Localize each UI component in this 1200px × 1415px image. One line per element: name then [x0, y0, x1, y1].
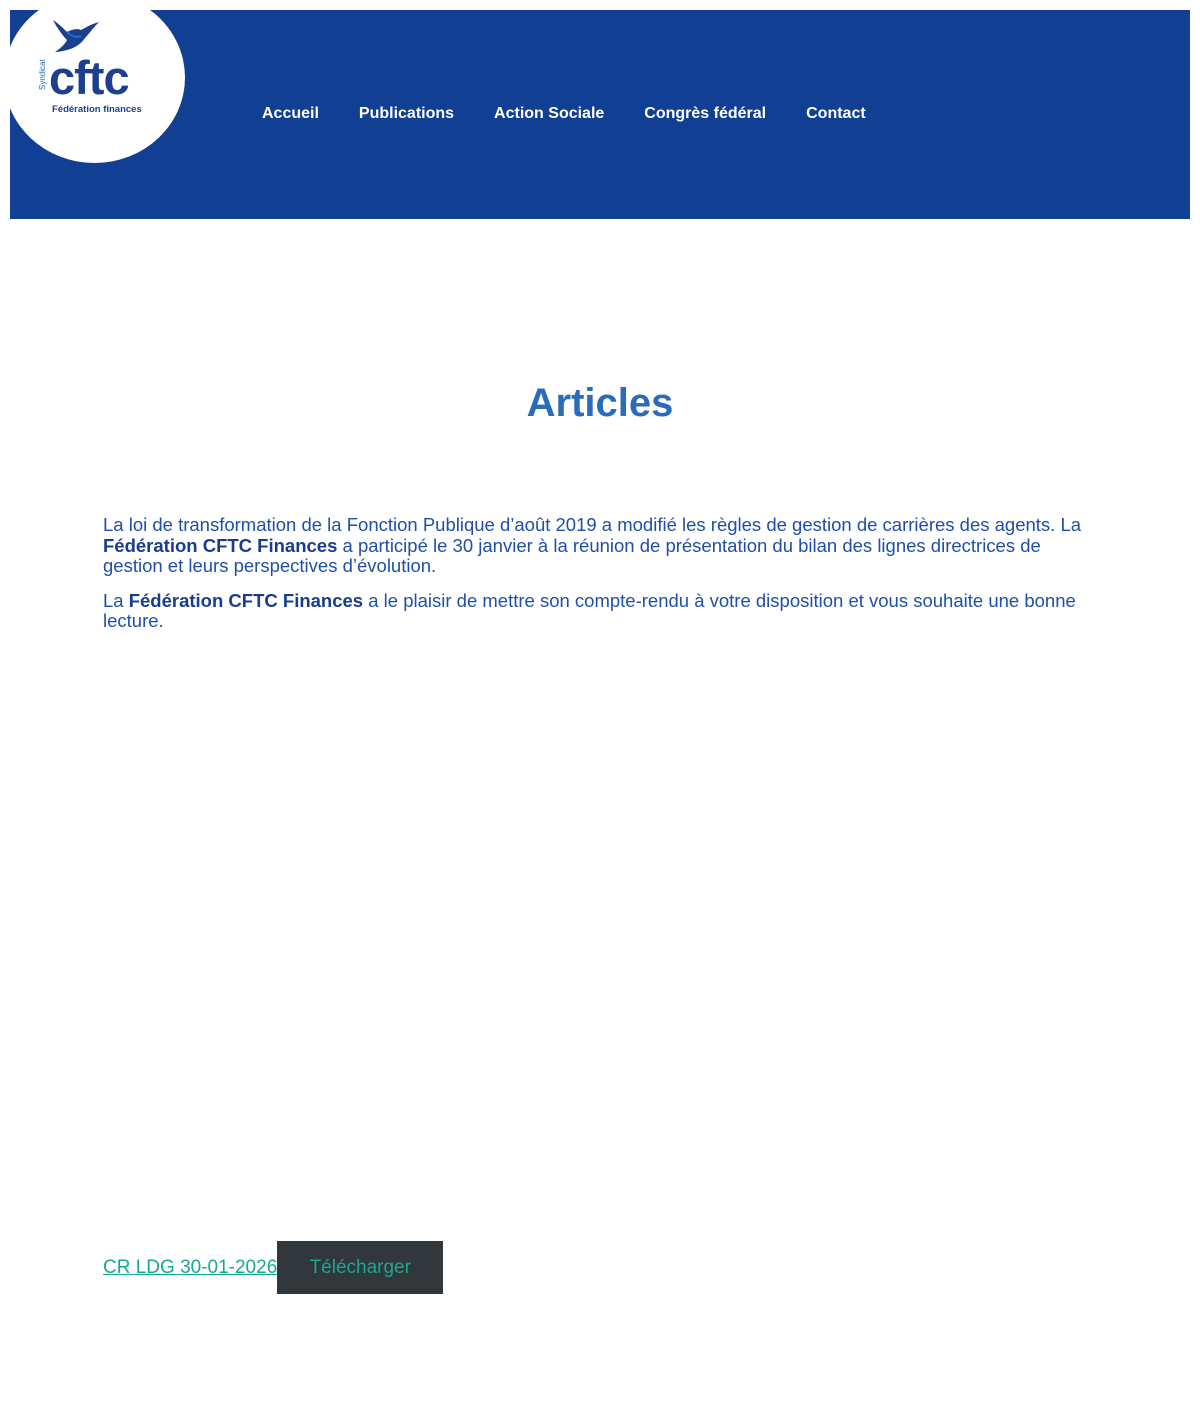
- logo-syndicat-text: Syndicat: [38, 59, 47, 90]
- site-header: [10, 10, 1190, 219]
- paragraph-1-bold: Fédération CFTC Finances: [103, 534, 338, 556]
- article-content: [103, 515, 1093, 646]
- dove-icon: [51, 18, 101, 54]
- paragraph-2-text-end: a le plaisir de mettre son compte-rendu à votre disposition et vous souhaite une bonne lecture.: [103, 589, 1076, 631]
- logo-badge: [10, 10, 185, 163]
- nav-item-accueil[interactable]: Accueil: [262, 105, 319, 122]
- paragraph-2-bold: Fédération CFTC Finances: [128, 589, 364, 611]
- nav-item-action-sociale[interactable]: Action Sociale: [494, 105, 605, 122]
- logo-wordmark: cftc: [49, 51, 129, 104]
- article-paragraph-2: [103, 591, 1093, 632]
- nav-item-contact[interactable]: Contact: [806, 105, 866, 122]
- paragraph-1-text-start: La loi de transformation de la Fonction Publique d’août 2019 a modifié les règles de gestion de carrières des agents. La: [103, 514, 1082, 535]
- nav-item-congres-federal[interactable]: Congrès fédéral: [644, 105, 767, 122]
- file-download-block: [103, 1241, 443, 1294]
- page-title: Articles: [526, 381, 674, 425]
- nav-item-publications[interactable]: Publications: [358, 105, 455, 122]
- logo-subtitle: Fédération finances: [52, 104, 142, 115]
- main-nav: [262, 104, 886, 124]
- article-paragraph-1: [103, 515, 1093, 577]
- download-button[interactable]: Télécharger: [277, 1241, 443, 1294]
- paragraph-2-text-start: La: [103, 589, 129, 611]
- paragraph-1-text-end: a participé le 30 janvier à la réunion de présentation du bilan des lignes directrices de gestion et leurs perspectives d’évolution.: [103, 534, 1041, 576]
- file-link[interactable]: CR LDG 30-01-2026: [103, 1256, 278, 1278]
- logo-link[interactable]: [10, 10, 184, 152]
